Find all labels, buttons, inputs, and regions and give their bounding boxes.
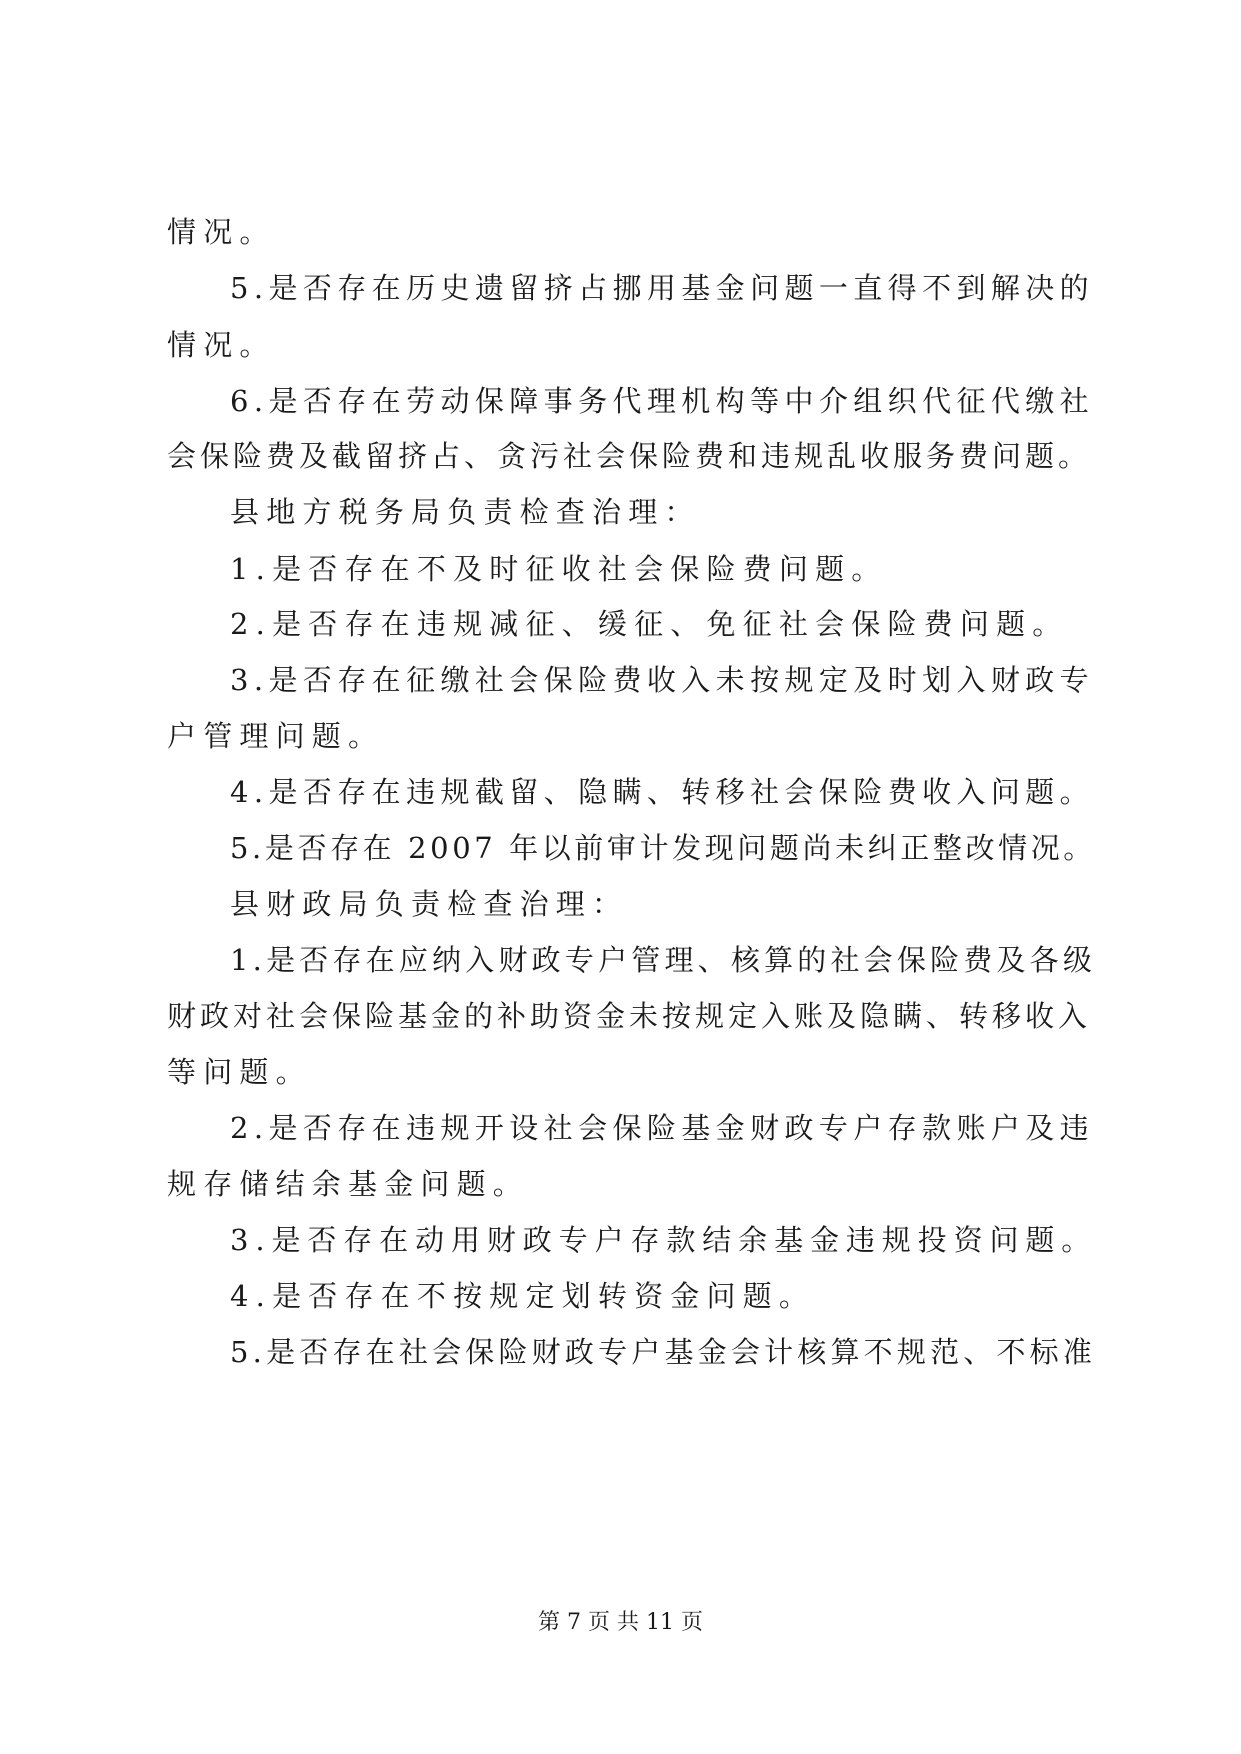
text-line: 1.是否存在应纳入财政专户管理、核算的社会保险费及各级 [230, 943, 1097, 977]
text-line: 情况。 [167, 215, 276, 249]
section-heading: 县财政局负责检查治理： [230, 887, 629, 921]
page-footer: 第 7 页 共 11 页 [538, 1610, 703, 1635]
text-line: 3.是否存在征缴社会保险费收入未按规定及时划入财政专 [230, 663, 1095, 697]
text-line: 2.是否存在违规开设社会保险基金财政专户存款账户及违 [230, 1111, 1095, 1145]
text-line: 5.是否存在历史遗留挤占挪用基金问题一直得不到解决的 [230, 271, 1095, 305]
text-line: 规存储结余基金问题。 [167, 1167, 530, 1201]
text-line: 情况。 [167, 328, 276, 362]
text-line: 4.是否存在违规截留、隐瞒、转移社会保险费收入问题。 [230, 775, 1095, 809]
text-line: 6.是否存在劳动保障事务代理机构等中介组织代征代缴社 [230, 384, 1095, 418]
text-line: 等问题。 [167, 1055, 312, 1089]
text-line: 户管理问题。 [167, 719, 385, 753]
text-line: 5.是否存在 2007 年以前审计发现问题尚未纠正整改情况。 [230, 831, 1096, 865]
text-line: 会保险费及截留挤占、贪污社会保险费和违规乱收服务费问题。 [167, 439, 1092, 473]
text-line: 4.是否存在不按规定划转资金问题。 [230, 1279, 816, 1313]
section-heading: 县地方税务局负责检查治理： [230, 495, 701, 529]
text-line: 1.是否存在不及时征收社会保险费问题。 [230, 552, 888, 586]
text-line: 3.是否存在动用财政专户存款结余基金违规投资问题。 [230, 1223, 1098, 1257]
text-line: 2.是否存在违规减征、缓征、免征社会保险费问题。 [230, 607, 1069, 641]
text-line: 5.是否存在社会保险财政专户基金会计核算不规范、不标准 [230, 1335, 1097, 1369]
text-line: 财政对社会保险基金的补助资金未按规定入账及隐瞒、转移收入 [167, 999, 1092, 1033]
